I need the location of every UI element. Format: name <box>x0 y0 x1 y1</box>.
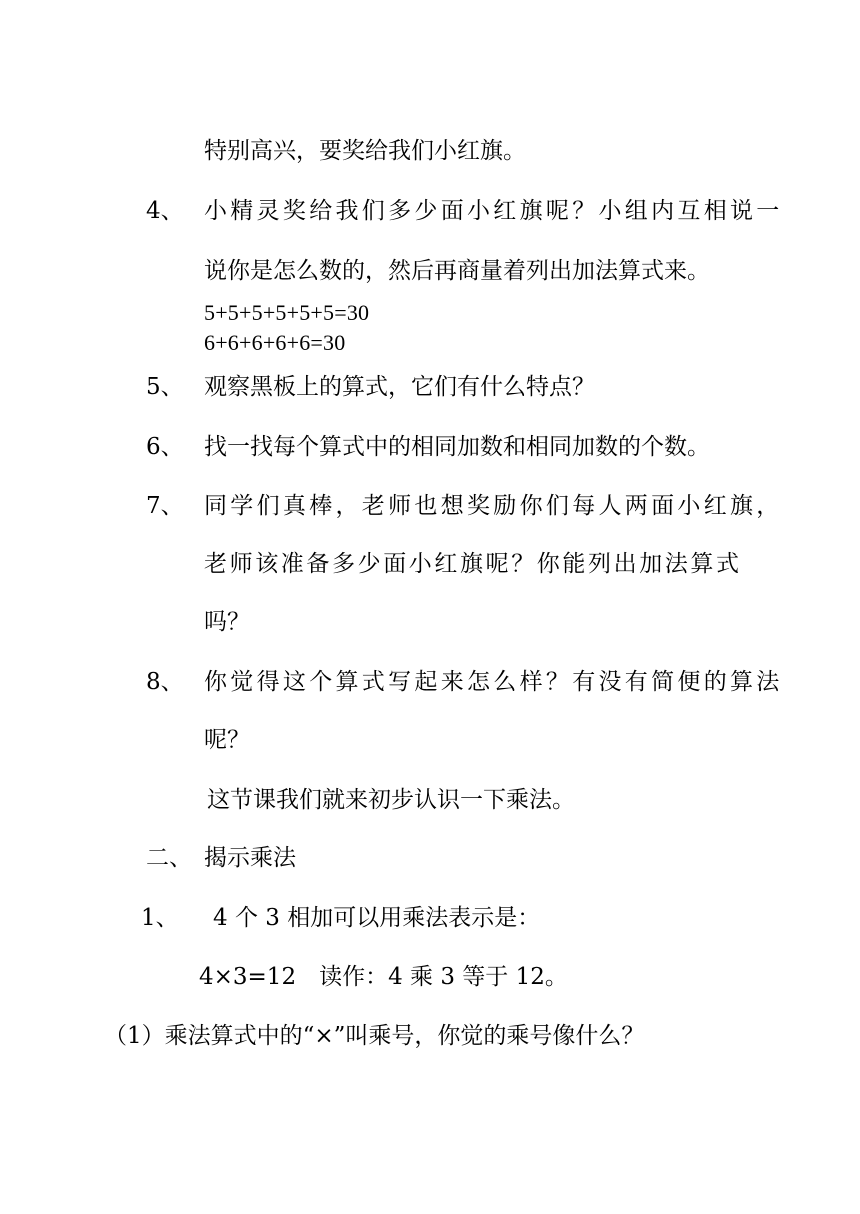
equation-line: 6+6+6+6+6=30 <box>204 330 346 355</box>
item-number: 1、 <box>141 905 179 931</box>
text-line: 观察黑板上的算式，它们有什么特点？ <box>204 374 595 400</box>
text-line: 说你是怎么数的，然后再商量着列出加法算式来。 <box>204 258 710 284</box>
item-number: 4、 <box>146 198 184 224</box>
text-line: 这节课我们就来初步认识一下乘法。 <box>207 787 575 813</box>
text-line: 同学们真棒，老师也想奖励你们每人两面小红旗， <box>204 493 783 519</box>
section-heading: 揭示乘法 <box>204 845 296 871</box>
item-number: 6、 <box>146 434 184 460</box>
item-number: 7、 <box>146 493 184 519</box>
equation-line: 5+5+5+5+5+5=30 <box>204 300 370 325</box>
text-line: 老师该准备多少面小红旗呢？你能列出加法算式 <box>204 551 742 577</box>
text-line: （1）乘法算式中的“×”叫乘号，你觉的乘号像什么？ <box>104 1023 645 1049</box>
text-line: 找一找每个算式中的相同加数和相同加数的个数。 <box>204 434 710 460</box>
text-line: 小精灵奖给我们多少面小红旗呢？小组内互相说一 <box>204 198 783 224</box>
text-line: 吗？ <box>204 609 250 635</box>
section-number: 二、 <box>146 845 192 871</box>
text-line: 呢？ <box>204 727 250 753</box>
text-line: 你觉得这个算式写起来怎么样？有没有简便的算法 <box>204 669 783 695</box>
item-number: 8、 <box>146 669 184 695</box>
text-line: 4×3=12 读作：4 乘 3 等于 12。 <box>199 964 568 990</box>
item-number: 5、 <box>146 374 184 400</box>
text-line: 4 个 3 相加可以用乘法表示是： <box>213 905 541 931</box>
text-line: 特别高兴，要奖给我们小红旗。 <box>204 138 526 164</box>
